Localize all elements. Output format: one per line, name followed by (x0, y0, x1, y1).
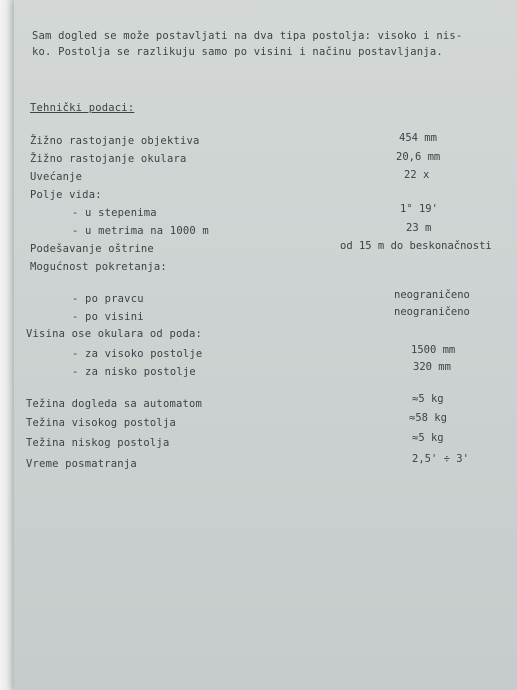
spec-label: Žižno rastojanje okulara (30, 153, 187, 165)
spec-label: - po pravcu (72, 293, 144, 305)
spec-label: Težina dogleda sa automatom (26, 398, 203, 410)
intro-line-2: ko. Postolja se razlikuju samo po visini i načinu postavljanja. (32, 46, 443, 58)
spec-label: Vreme posmatranja (26, 458, 137, 470)
spec-label: - za nisko postolje (72, 366, 196, 378)
page-edge (0, 0, 14, 690)
document-page (14, 0, 517, 690)
spec-value: ≈5 kg (412, 432, 444, 444)
spec-label: Mogućnost pokretanja: (30, 261, 167, 273)
spec-label: Žižno rastojanje objektiva (30, 135, 200, 147)
spec-value: 1500 mm (411, 344, 456, 356)
spec-value: 23 m (406, 222, 432, 234)
spec-value: 2,5' ÷ 3' (412, 453, 469, 465)
spec-label: Polje vida: (30, 189, 102, 201)
spec-value: 20,6 mm (396, 151, 441, 163)
section-title: Tehnički podaci: (30, 102, 135, 114)
spec-label: - u stepenima (72, 207, 157, 219)
spec-value: neograničeno (394, 306, 470, 318)
spec-label: Podešavanje oštrine (30, 243, 154, 255)
spec-value: ≈58 kg (409, 412, 447, 424)
spec-value: 22 x (404, 169, 430, 181)
spec-label: Težina visokog postolja (26, 417, 176, 429)
spec-value: od 15 m do beskonačnosti (340, 240, 492, 252)
spec-label: - u metrima na 1000 m (72, 225, 209, 237)
spec-label: Visina ose okulara od poda: (26, 328, 203, 340)
intro-line-1: Sam dogled se može postavljati na dva tipa postolja: visoko i nis- (32, 30, 463, 42)
spec-label: Težina niskog postolja (26, 437, 170, 449)
spec-value: ≈5 kg (412, 393, 444, 405)
spec-label: - za visoko postolje (72, 348, 203, 360)
spec-value: 320 mm (413, 361, 451, 373)
spec-value: 454 mm (399, 132, 437, 144)
spec-value: 1° 19' (400, 203, 438, 215)
spec-value: neograničeno (394, 289, 470, 301)
spec-label: - po visini (72, 311, 144, 323)
spec-label: Uvećanje (30, 171, 83, 183)
